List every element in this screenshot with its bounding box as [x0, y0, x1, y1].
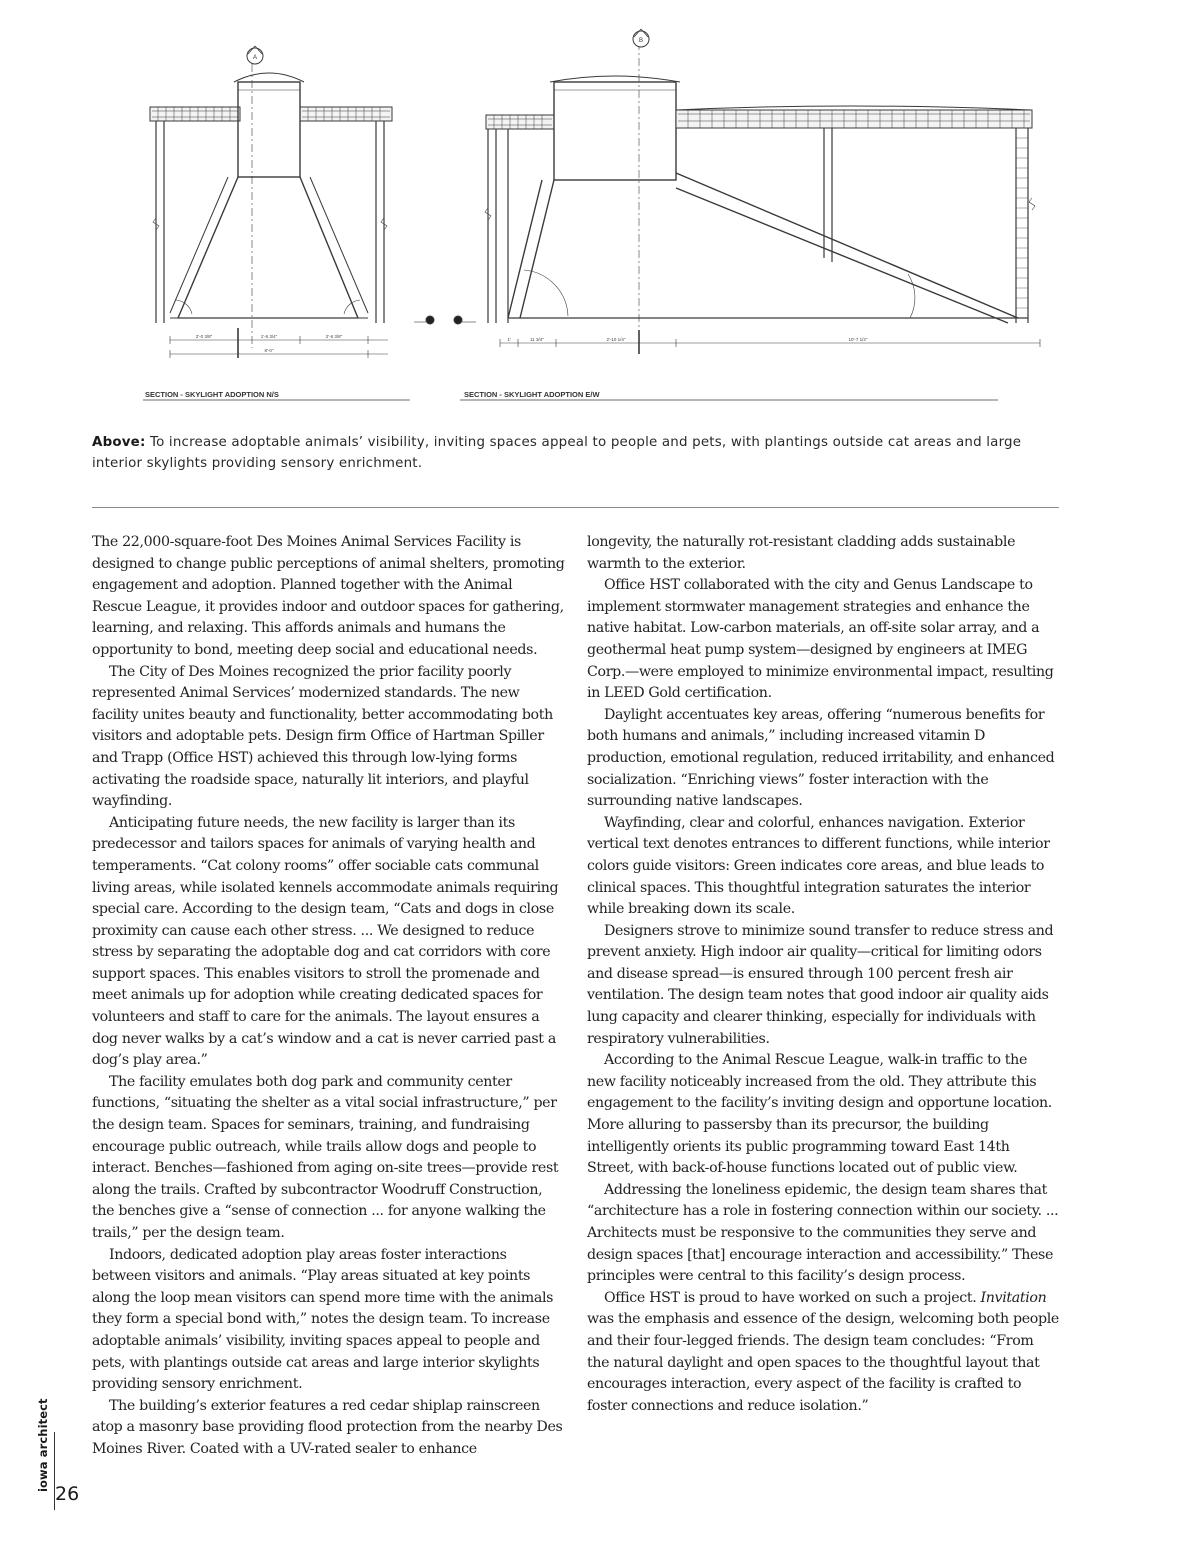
marker-b: B	[638, 38, 644, 44]
paragraph: The facility emulates both dog park and community center functions, “situating the shelter as a vital social infrastructure,” per the design team. Spaces for seminars, training, and fundraising encourage public outreach, while trails allow dogs and people to interact. Benches—fashioned from aging on-site trees—provide rest along the trails. Crafted by subcontractor Woodruff Construction, the benches give a “sense of connection ... for anyone walking the trails,” per the design team.	[92, 1073, 559, 1241]
paragraph: The building’s exterior features a red cedar shiplap rainscreen atop a masonry base providing flood protection from the nearby Des Moines River. Coated with a UV-rated sealer to enhance	[92, 1397, 563, 1457]
dim-left-2: 1'-6 3/4"	[260, 334, 278, 339]
dim-left-3: 2'-6 3/8"	[325, 334, 343, 339]
dim-left-1: 2'-0 3/8"	[195, 334, 213, 339]
right-section	[454, 29, 1040, 400]
final-after: was the emphasis and essence of the design, welcoming both people and their four-legged friends. The design team concludes: “From the natural daylight and open spaces to the thoughtful layout that encourages interaction, every aspect of the facility is crafted to foster connections and reduce isolation.”	[587, 1311, 1059, 1414]
right-section-label: SECTION - SKYLIGHT ADOPTION E/W	[464, 390, 600, 399]
paragraph: Addressing the loneliness epidemic, the design team shares that “architecture has a role in fostering connection within our society. ... Architects must be responsive to the communities they serve and design spaces [that] encourage interaction and accessibility.” These principles were central to this facility’s design process.	[587, 1181, 1059, 1285]
paragraph: Designers strove to minimize sound transfer to reduce stress and prevent anxiety. High indoor air quality—critical for limiting odors and disease spread—is ensured through 100 percent fresh air ventilation. The design team notes that good indoor air quality aids lung capacity and clearer thinking, especially for individuals with respiratory vulnerabilities.	[587, 922, 1054, 1047]
paragraph: Anticipating future needs, the new facility is larger than its predecessor and tailors spaces for animals of varying health and temperaments. “Cat colony rooms” offer sociable cats communal living areas, while isolated kennels accommodate animals requiring special care. According to the design team, “Cats and dogs in close proximity can cause each other stress. ... We designed to reduce stress by separating the adoptable dog and cat corridors with core support spaces. This enables visitors to stroll the promenade and meet animals up for adoption while creating dedicated spaces for volunteers and staff to care for the animals. The layout ensures a dog never walks by a cat’s window and a cat is never carried past a dog’s play area.”	[92, 814, 559, 1069]
paragraph: The City of Des Moines recognized the prior facility poorly represented Animal Services’ modernized standards. The new facility unites beauty and functionality, better accommodating both visitors and adoptable pets. Design firm Office of Hartman Spiller and Trapp (Office HST) achieved this through low-lying forms activating the roadside space, naturally lit interiors, and playful wayfinding.	[92, 663, 553, 810]
caption-text: To increase adoptable animals’ visibility, inviting spaces appeal to people and pets, with plantings outside cat areas and large interior skylights providing sensory enrichment.	[92, 435, 1022, 471]
paragraph: The 22,000-square-foot Des Moines Animal Services Facility is designed to change public perceptions of animal shelters, promoting engagement and adoption. Planned together with the Animal Rescue League, it provides indoor and outdoor spaces for gathering, learning, and relaxing. This affords animals and humans the opportunity to bond, meeting deep social and educational needs.	[92, 534, 565, 658]
marker-a: A	[252, 55, 258, 61]
final-italic: Invitation	[980, 1289, 1047, 1306]
paragraph: Indoors, dedicated adoption play areas foster interactions between visitors and animals. “Play areas situated at key points along the loop mean visitors can spend more time with the animals they form a special bond with,” notes the design team. To increase adoptable animals’ visibility, inviting spaces appeal to people and pets, with plantings outside cat areas and large interior skylights providing sensory enrichment.	[92, 1246, 554, 1393]
left-section	[143, 46, 434, 400]
article-column-right	[587, 532, 1059, 1417]
dim-right-2: 11 3/4"	[530, 337, 544, 342]
final-paragraph	[587, 1288, 1059, 1418]
paragraph: Wayfinding, clear and colorful, enhances navigation. Exterior vertical text denotes entrances to different functions, while interior colors guide visitors: Green indicates core areas, and blue leads to clinical spaces. This thoughtful integration saturates the interior while breaking down its scale.	[587, 814, 1050, 918]
article-column-left	[92, 532, 566, 1461]
figure-caption	[92, 432, 1067, 474]
dim-right-1: 1'	[507, 337, 511, 342]
paragraph-continued: longevity, the naturally rot-resistant cladding adds sustainable warmth to the exterior.	[587, 534, 1016, 572]
section-drawings-svg	[88, 18, 1068, 413]
paragraph: Office HST collaborated with the city and Genus Landscape to implement stormwater management strategies and enhance the native habitat. Low-carbon materials, an off-site solar array, and a geothermal heat pump system—designed by engineers at IMEG Corp.—were employed to minimize environmental impact, resulting in LEED Gold certification.	[587, 577, 1054, 702]
dim-right-4: 10'-7 1/2"	[848, 337, 868, 342]
section-drawings	[88, 18, 1068, 413]
paragraph: According to the Animal Rescue League, walk-in traffic to the new facility noticeably increased from the old. They attribute this engagement to the facility’s inviting design and opportune location. More alluring to passersby than its precursor, the building intelligently orients its public programming toward East 14th Street, with back-of-house functions located out of public view.	[587, 1052, 1052, 1177]
dim-right-3: 2'-10 1/4"	[606, 337, 626, 342]
divider-rule	[92, 507, 1059, 508]
caption-label: Above:	[92, 435, 146, 450]
page-number: 26	[55, 1483, 80, 1505]
dim-left-4: 8'-0"	[264, 348, 274, 353]
final-before: Office HST is proud to have worked on such a project.	[604, 1289, 981, 1306]
paragraph: Daylight accentuates key areas, offering “numerous benefits for both humans and animals,” including increased vitamin D production, emotional regulation, reduced irritability, and enhanced socialization. “Enriching views” foster interaction with the surrounding native landscapes.	[587, 706, 1055, 810]
magazine-brand: iowa architect	[36, 1398, 50, 1492]
page-folio	[28, 1398, 88, 1512]
left-section-label: SECTION - SKYLIGHT ADOPTION N/S	[145, 390, 279, 399]
